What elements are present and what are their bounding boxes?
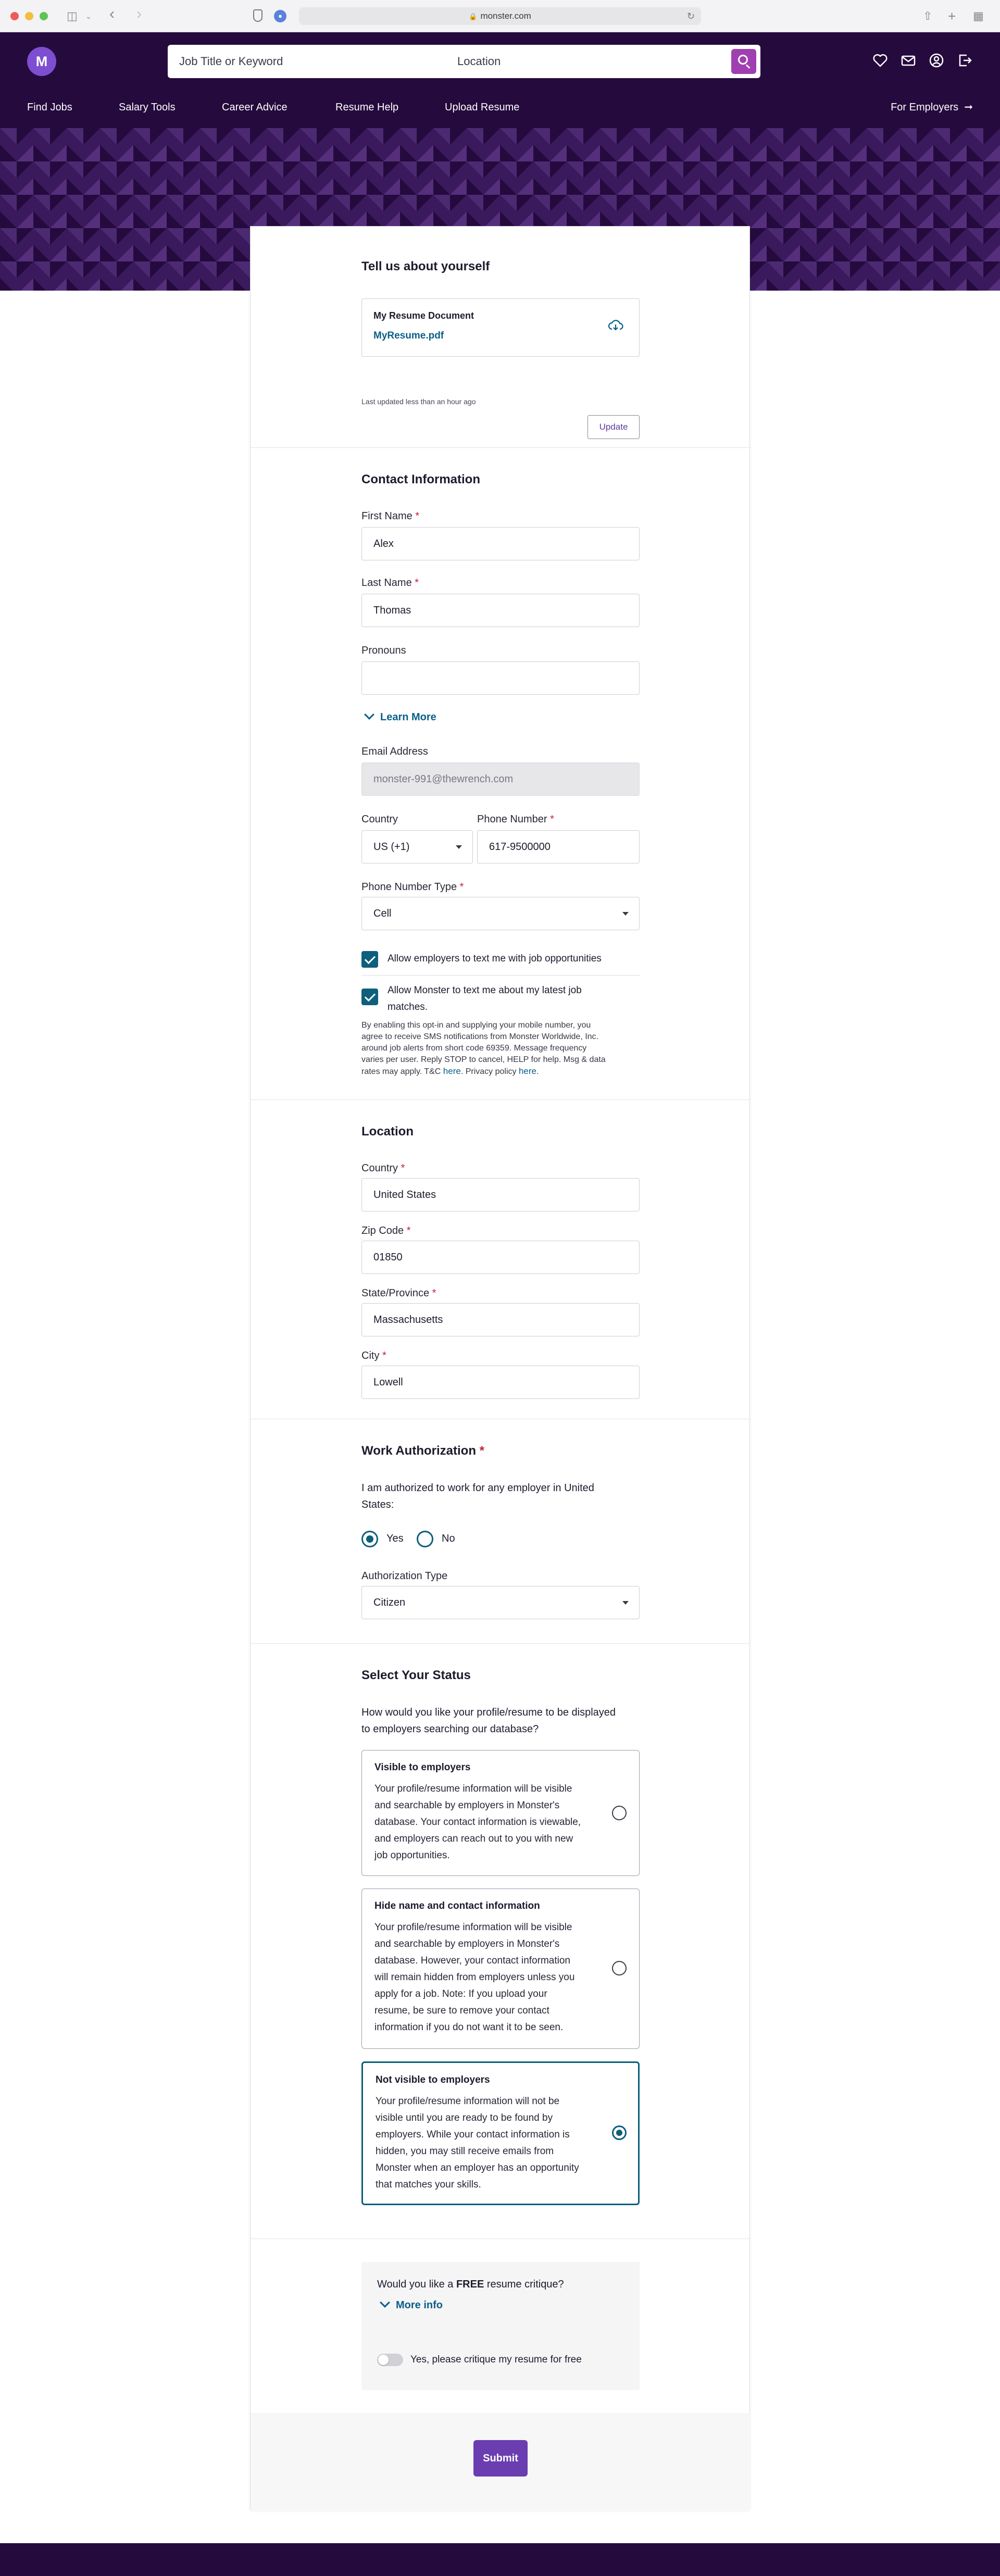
employer-text-label: Allow employers to text me with job opportunities [388,953,602,964]
location-country-field[interactable]: United States [361,1178,640,1211]
logout-icon[interactable] [956,52,973,69]
footer-band [0,2543,1000,2576]
city-label: City * [361,1350,386,1361]
lock-icon: 🔒 [469,12,478,20]
arrow-right-icon: ➞ [964,102,973,113]
location-section-title: Location [361,1124,414,1139]
work-authorization-title: Work Authorization * [361,1444,484,1458]
chevron-down-icon [380,2297,390,2308]
forward-icon[interactable]: › [136,5,142,22]
country-code-label: Country [361,814,398,825]
status-hide-contact-radio[interactable] [612,1961,627,1975]
critique-toggle-label: Yes, please critique my resume for free [410,2354,582,2365]
resume-updated-text: Last updated less than an hour ago [361,397,476,406]
caret-down-icon [622,912,629,916]
critique-toggle[interactable] [377,2354,403,2366]
resume-file-link[interactable]: MyResume.pdf [373,330,444,341]
first-name-label: First Name * [361,510,420,522]
submit-button[interactable]: Submit [473,2440,528,2477]
back-icon[interactable]: ‹ [109,5,115,22]
maximize-window-button[interactable] [40,12,48,20]
location-section [251,1100,751,1419]
site-header [0,32,1000,128]
resume-document-label: My Resume Document [373,310,474,321]
share-icon[interactable]: ⇧ [923,9,933,22]
authorized-no-radio[interactable] [417,1531,433,1547]
terms-link[interactable]: here [443,1066,461,1076]
authorized-yes-label: Yes [386,1533,404,1544]
sidebar-toggle-icon[interactable]: ◫ [67,9,78,22]
zip-code-label: Zip Code * [361,1225,411,1236]
browser-toolbar [0,0,1000,32]
work-authorization-section [251,1419,751,1643]
nav-salary-tools[interactable]: Salary Tools [119,102,176,113]
status-option-not-visible[interactable]: Not visible to employers Your profile/resume information will not be visible until you are ready to be found by employers. While your contact information is hidden, you may still receive emails from Monster when an employer has an opportunity that matches your skills. [361,2061,640,2205]
search-icon [738,55,748,65]
phone-number-label: Phone Number * [477,814,554,825]
account-icon[interactable] [928,52,945,69]
authorization-type-label: Authorization Type [361,1570,448,1582]
search-bar [168,45,760,78]
location-search-input[interactable]: Location [457,55,501,68]
status-option-visible[interactable]: Visible to employers Your profile/resume information will be visible and searchable by employers in Monster's database. Your contact information is viewable, and employers can reach out to you with new job opportunities. [361,1750,640,1876]
authorization-type-select[interactable]: Citizen [361,1586,640,1619]
new-tab-icon[interactable]: + [948,8,956,24]
critique-question: Would you like a FREE resume critique? [377,2279,564,2290]
authorized-yes-radio[interactable] [361,1531,378,1547]
status-visible-radio[interactable] [612,1806,627,1820]
monster-logo[interactable]: M [27,47,56,76]
last-name-label: Last Name * [361,577,419,589]
submit-area [251,2413,751,2510]
monster-text-checkbox[interactable] [361,989,378,1005]
email-label: Email Address [361,746,428,757]
state-field[interactable]: Massachusetts [361,1303,640,1336]
nav-career-advice[interactable]: Career Advice [222,102,288,113]
search-button[interactable] [731,49,756,74]
phone-type-select[interactable]: Cell [361,897,640,930]
chevron-down-icon [364,709,374,720]
profile-form-card [250,226,750,2510]
address-bar[interactable] [299,7,701,25]
authorized-no-label: No [442,1533,455,1544]
cloud-download-icon[interactable] [608,319,623,332]
pronouns-field[interactable] [361,661,640,695]
page-title: Tell us about yourself [361,259,490,273]
mail-icon[interactable] [900,52,917,69]
heart-icon[interactable] [872,52,889,69]
chevron-down-icon[interactable]: ⌄ [85,12,92,20]
resume-section [251,227,751,448]
shield-icon[interactable] [253,9,262,22]
contact-section-title: Contact Information [361,472,480,486]
email-field: monster-991@thewrench.com [361,762,640,796]
first-name-field[interactable]: Alex [361,527,640,560]
location-country-label: Country * [361,1162,405,1174]
status-option-hide-contact[interactable]: Hide name and contact information Your profile/resume information will be visible and searchable by employers in Monster's database. However, your contact information will remain hidden from employers unless you apply for a job. Note: If you upload your resume, be sure to remove your contact information if you do not want it to be seen. [361,1889,640,2049]
caret-down-icon [622,1601,629,1605]
resume-document-card [361,298,640,357]
contact-section [251,448,751,1099]
state-label: State/Province * [361,1287,436,1299]
caret-down-icon [456,845,462,849]
reload-icon[interactable]: ↻ [686,11,695,21]
nav-find-jobs[interactable]: Find Jobs [27,102,72,113]
last-name-field[interactable]: Thomas [361,594,640,627]
city-field[interactable]: Lowell [361,1366,640,1399]
url-text: monster.com [480,11,531,21]
work-authorization-question: I am authorized to work for any employer in United States: [361,1482,594,1510]
monster-text-label: Allow Monster to text me about my latest job matches. [388,985,582,1012]
phone-number-field[interactable]: 617-9500000 [477,830,640,864]
phone-type-label: Phone Number Type * [361,881,464,893]
privacy-policy-link[interactable]: here [518,1066,536,1076]
zip-code-field[interactable]: 01850 [361,1241,640,1274]
close-window-button[interactable] [10,12,19,20]
country-code-select[interactable]: US (+1) [361,830,473,864]
for-employers-link[interactable] [891,101,973,114]
pronouns-label: Pronouns [361,645,406,656]
update-resume-button[interactable]: Update [588,415,640,439]
nav-upload-resume[interactable]: Upload Resume [445,102,520,113]
resume-critique-box [361,2262,640,2390]
employer-text-checkbox[interactable] [361,951,378,968]
status-question: How would you like your profile/resume to be displayed to employers searching our database? [361,1707,616,1735]
status-not-visible-radio[interactable] [612,2125,627,2140]
for-employers-label: For Employers [891,102,959,113]
status-section [251,1644,751,2239]
more-info-link[interactable]: More info [381,2299,443,2311]
privacy-report-icon[interactable]: ● [274,10,286,22]
job-title-search-input[interactable]: Job Title or Keyword [179,55,283,68]
minimize-window-button[interactable] [25,12,33,20]
learn-more-link[interactable]: Learn More [366,711,436,723]
tab-overview-icon[interactable]: ▦ [973,9,984,22]
sms-disclaimer: By enabling this opt-in and supplying your mobile number, you agree to receive SMS notifications from Monster Worldwide, Inc. around job alerts from short code 69359. Message frequency varies per user. Reply STOP to cancel, HELP for help. Msg & data rates may apply. T&C here. Privacy policy here. [361,1021,606,1076]
status-section-title: Select Your Status [361,1668,471,1682]
nav-resume-help[interactable]: Resume Help [335,102,399,113]
